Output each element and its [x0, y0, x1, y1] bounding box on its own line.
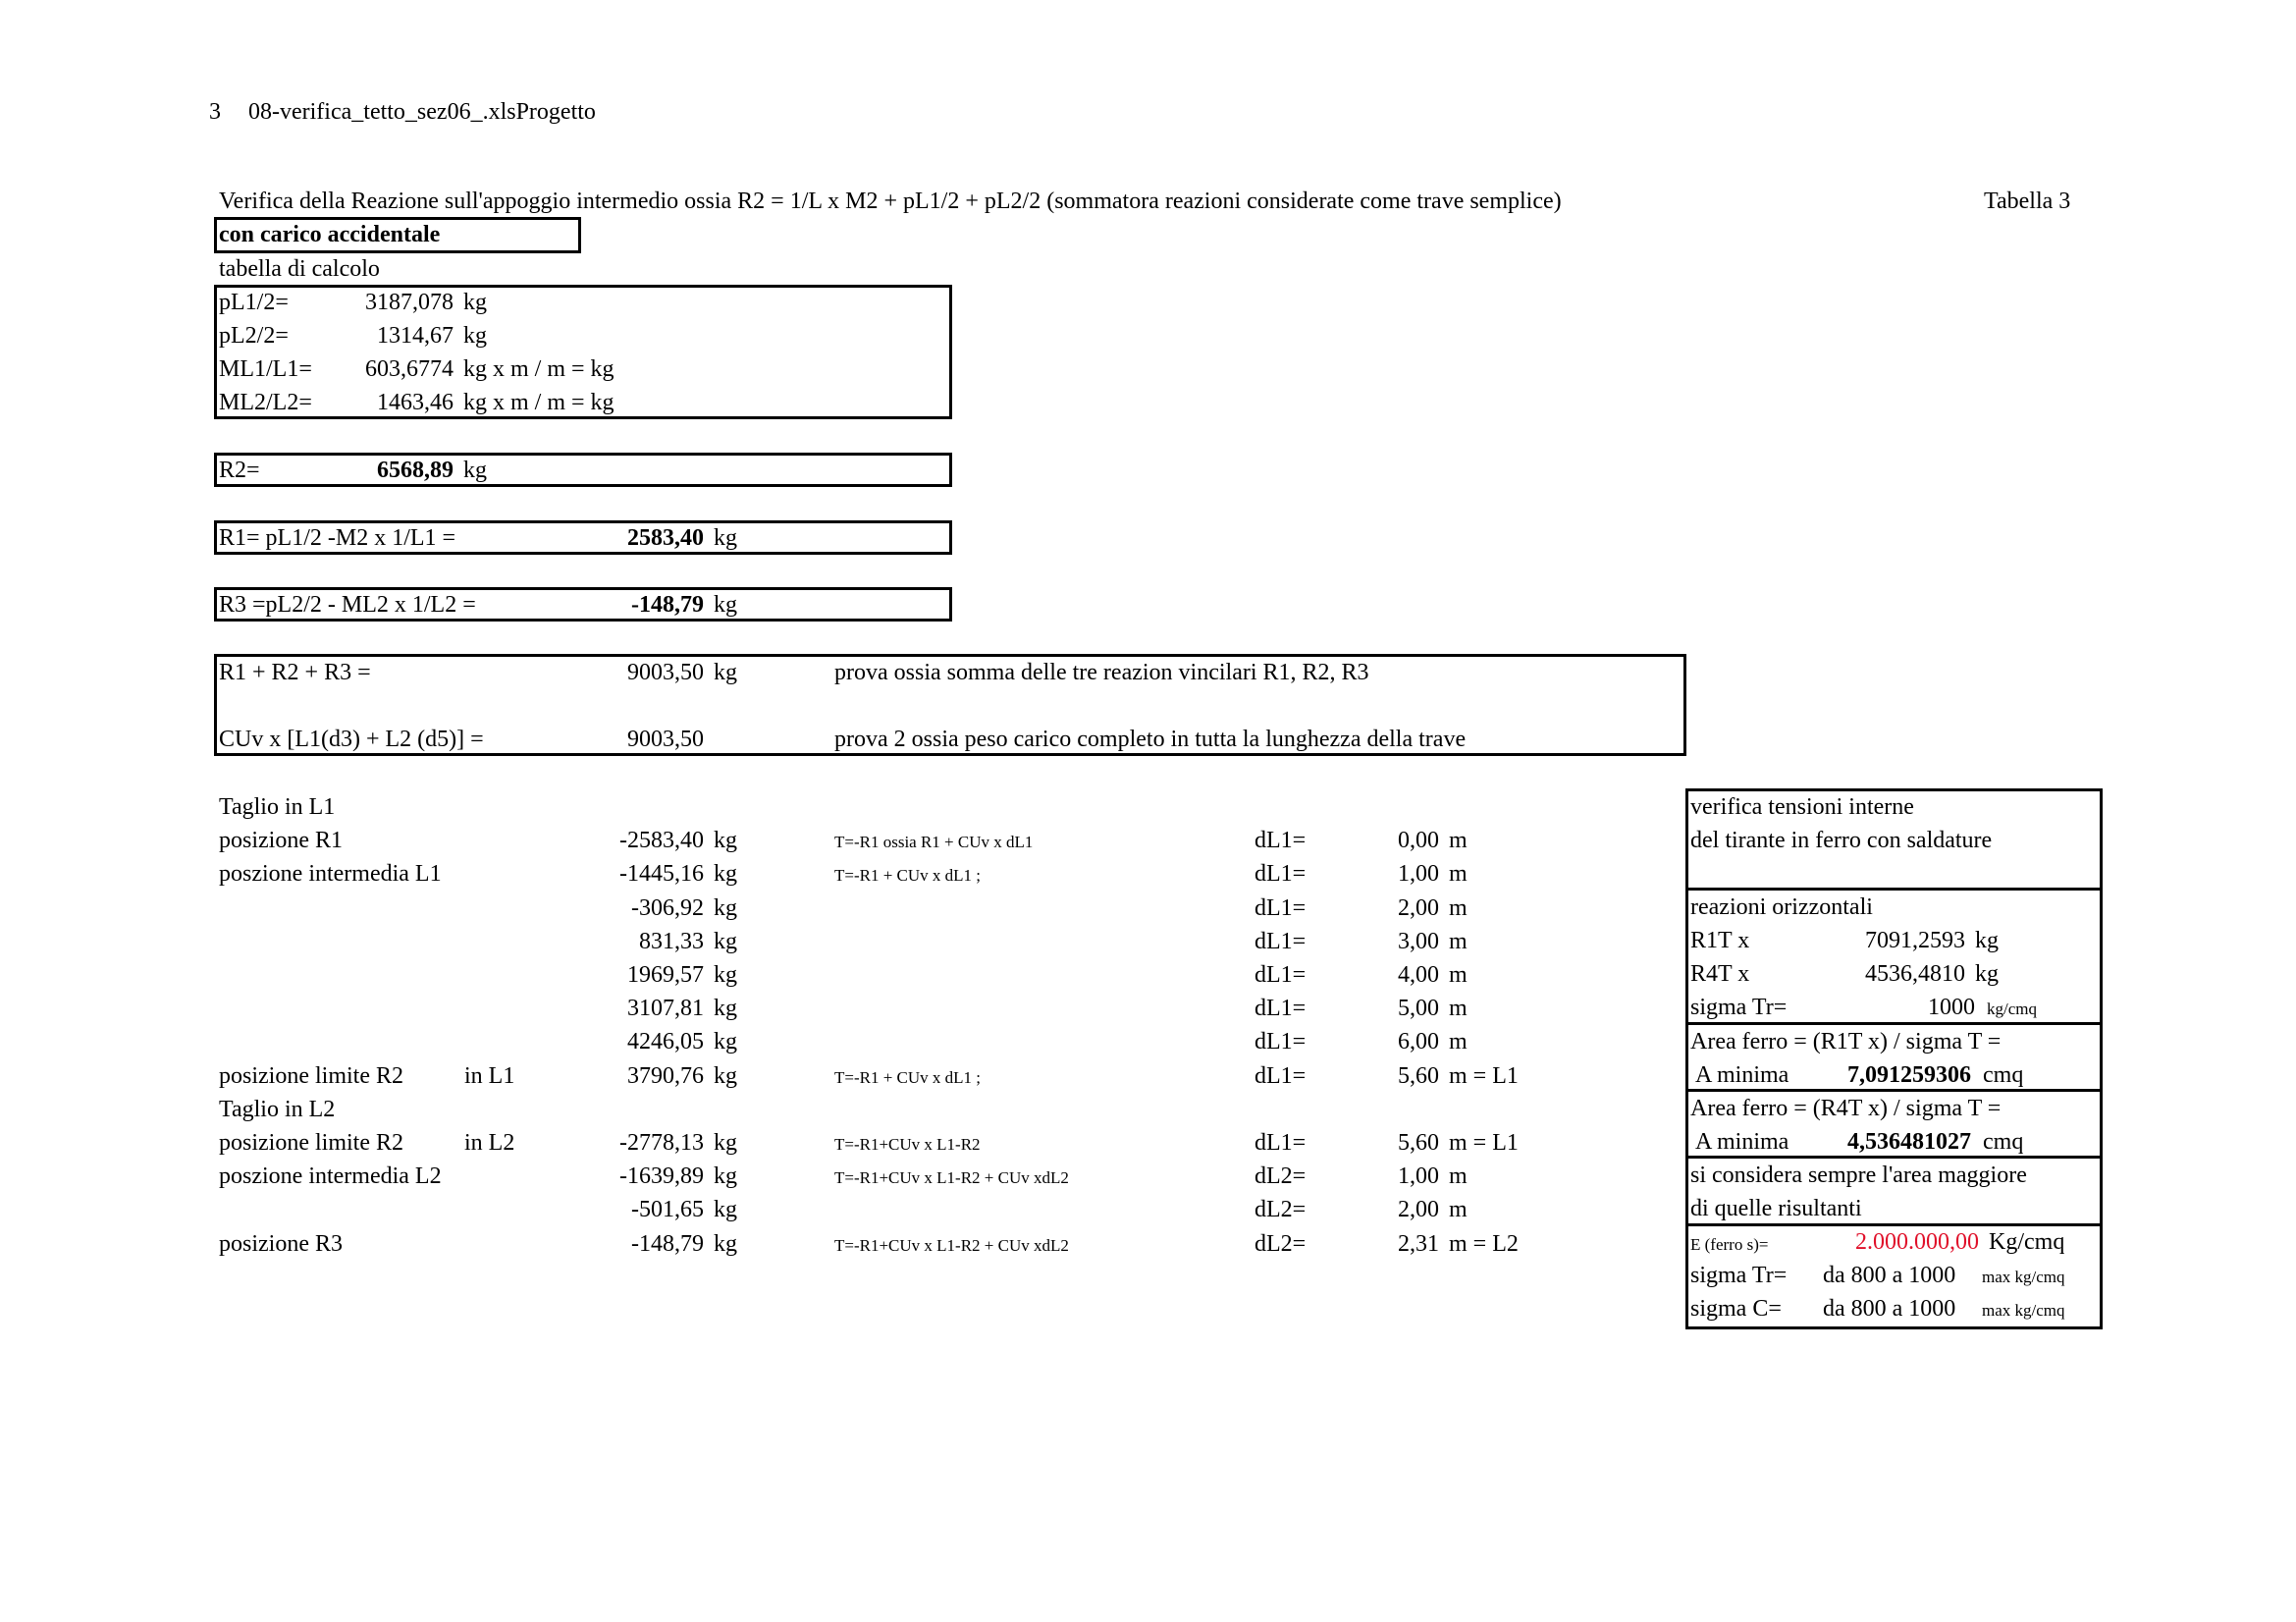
sigma-unit: kg/cmq [1987, 1000, 2037, 1018]
shear-value: 1969,57 [627, 962, 704, 988]
calc-unit: kg x m / m = kg [463, 356, 614, 382]
amin2-unit: cmq [1983, 1129, 2024, 1155]
divider [1685, 1223, 2103, 1226]
amin1-unit: cmq [1983, 1062, 2024, 1088]
r3-label: R3 =pL2/2 - ML2 x 1/L2 = [219, 592, 476, 618]
sum-note: prova ossia somma delle tre reazion vincilari R1, R2, R3 [834, 660, 1369, 685]
sum-label: R1 + R2 + R3 = [219, 660, 371, 685]
shear-unit: kg [714, 1029, 737, 1054]
shear-dl-value: 1,00 [1398, 861, 1439, 887]
r4t-label: R4T x [1690, 961, 1750, 987]
divider [1685, 1089, 2103, 1092]
calc-table-label: tabella di calcolo [219, 256, 380, 282]
shear-value: 3107,81 [627, 996, 704, 1021]
calc-value: 1463,46 [377, 390, 454, 415]
sigma-value: 1000 [1928, 995, 1975, 1020]
shear-label: Taglio in L1 [219, 794, 336, 820]
shear-unit: kg [714, 1197, 737, 1222]
shear-value: 3790,76 [627, 1063, 704, 1089]
shear-dl-unit: m [1449, 1197, 1468, 1222]
r2-unit: kg [463, 458, 487, 483]
r4t-value: 4536,4810 [1865, 961, 1965, 987]
shear-label: poszione intermedia L2 [219, 1163, 442, 1189]
shear-dl-unit: m [1449, 1163, 1468, 1189]
shear-dl-unit: m [1449, 996, 1468, 1021]
sigma-c-value: da 800 a 1000 [1823, 1296, 1956, 1322]
divider [1685, 1022, 2103, 1025]
sigma-c-unit: max kg/cmq [1982, 1301, 2065, 1320]
shear-label: posizione R3 [219, 1231, 343, 1257]
shear-value: -2778,13 [619, 1130, 704, 1156]
shear-value: -501,65 [631, 1197, 704, 1222]
section-title: Verifica della Reazione sull'appoggio intermedio ossia R2 = 1/L x M2 + pL1/2 + pL2/2 (sommatora reazioni considerate come trave semplice) [219, 189, 1562, 214]
r4t-unit: kg [1975, 961, 1999, 987]
shear-dl-unit: m [1449, 861, 1468, 887]
e-value: 2.000.000,00 [1855, 1229, 1979, 1255]
shear-unit: kg [714, 962, 737, 988]
sigma-label: sigma Tr= [1690, 995, 1788, 1020]
r1t-value: 7091,2593 [1865, 928, 1965, 953]
shear-dl-unit: m [1449, 828, 1468, 853]
r2-value: 6568,89 [377, 458, 454, 483]
amin2-value: 4,536481027 [1847, 1129, 1971, 1155]
cuv-value: 9003,50 [627, 727, 704, 752]
shear-dl-value: 5,00 [1398, 996, 1439, 1021]
shear-label: Taglio in L2 [219, 1097, 336, 1122]
shear-dl-value: 5,60 [1398, 1063, 1439, 1089]
divider [1685, 888, 2103, 891]
r1-label: R1= pL1/2 -M2 x 1/L1 = [219, 525, 456, 551]
shear-span: in L2 [464, 1130, 515, 1156]
shear-label: posizione limite R2 [219, 1130, 403, 1156]
calc-label: pL1/2= [219, 290, 289, 315]
shear-dl-unit: m [1449, 962, 1468, 988]
shear-dl-label: dL1= [1255, 1130, 1307, 1156]
shear-formula: T=-R1 + CUv x dL1 ; [834, 1068, 982, 1087]
shear-unit: kg [714, 828, 737, 853]
sigma-tr-label: sigma Tr= [1690, 1263, 1788, 1288]
shear-dl-value: 6,00 [1398, 1029, 1439, 1054]
shear-unit: kg [714, 861, 737, 887]
shear-unit: kg [714, 996, 737, 1021]
cuv-label: CUv x [L1(d3) + L2 (d5)] = [219, 727, 484, 752]
e-unit: Kg/cmq [1989, 1229, 2065, 1255]
calc-value: 3187,078 [365, 290, 454, 315]
shear-dl-value: 1,00 [1398, 1163, 1439, 1189]
shear-value: -1445,16 [619, 861, 704, 887]
shear-formula: T=-R1+CUv x L1-R2 + CUv xdL2 [834, 1168, 1069, 1187]
shear-formula: T=-R1 ossia R1 + CUv x dL1 [834, 833, 1034, 851]
shear-unit: kg [714, 1163, 737, 1189]
shear-dl-label: dL1= [1255, 929, 1307, 954]
r1t-unit: kg [1975, 928, 1999, 953]
side-title-2: del tirante in ferro con saldature [1690, 828, 1993, 853]
shear-dl-unit: m [1449, 929, 1468, 954]
shear-dl-label: dL2= [1255, 1231, 1307, 1257]
sum-unit: kg [714, 660, 737, 685]
shear-dl-label: dL1= [1255, 895, 1307, 921]
shear-label: posizione R1 [219, 828, 343, 853]
shear-unit: kg [714, 929, 737, 954]
shear-label: poszione intermedia L1 [219, 861, 442, 887]
calc-unit: kg x m / m = kg [463, 390, 614, 415]
shear-dl-label: dL1= [1255, 1029, 1307, 1054]
shear-dl-value: 5,60 [1398, 1130, 1439, 1156]
shear-dl-label: dL1= [1255, 962, 1307, 988]
amin2-label: A minima [1695, 1129, 1789, 1155]
shear-dl-label: dL1= [1255, 1063, 1307, 1089]
sigma-tr-value: da 800 a 1000 [1823, 1263, 1956, 1288]
calc-unit: kg [463, 290, 487, 315]
shear-dl-value: 0,00 [1398, 828, 1439, 853]
sigma-c-label: sigma C= [1690, 1296, 1782, 1322]
shear-dl-unit: m = L1 [1449, 1130, 1519, 1156]
table-reference: Tabella 3 [1984, 189, 2071, 214]
r3-value: -148,79 [631, 592, 704, 618]
reazioni-label: reazioni orizzontali [1690, 894, 1873, 920]
shear-value: -306,92 [631, 895, 704, 921]
r1t-label: R1T x [1690, 928, 1750, 953]
calc-unit: kg [463, 323, 487, 349]
shear-formula: T=-R1 + CUv x dL1 ; [834, 866, 982, 885]
shear-dl-label: dL1= [1255, 828, 1307, 853]
shear-dl-unit: m [1449, 895, 1468, 921]
shear-dl-label: dL2= [1255, 1197, 1307, 1222]
shear-dl-label: dL1= [1255, 861, 1307, 887]
calc-value: 603,6774 [365, 356, 454, 382]
shear-dl-value: 2,31 [1398, 1231, 1439, 1257]
side-title-1: verifica tensioni interne [1690, 794, 1914, 820]
shear-unit: kg [714, 1130, 737, 1156]
r1-unit: kg [714, 525, 737, 551]
shear-label: posizione limite R2 [219, 1063, 403, 1089]
shear-value: 831,33 [639, 929, 704, 954]
area1-label: Area ferro = (R1T x) / sigma T = [1690, 1029, 2002, 1054]
calc-label: ML1/L1= [219, 356, 312, 382]
shear-value: -2583,40 [619, 828, 704, 853]
sum-value: 9003,50 [627, 660, 704, 685]
shear-value: -1639,89 [619, 1163, 704, 1189]
shear-formula: T=-R1+CUv x L1-R2 [834, 1135, 981, 1154]
calc-label: pL2/2= [219, 323, 289, 349]
shear-unit: kg [714, 1063, 737, 1089]
shear-dl-label: dL2= [1255, 1163, 1307, 1189]
shear-unit: kg [714, 895, 737, 921]
divider [1685, 1156, 2103, 1159]
file-name: 08-verifica_tetto_sez06_.xlsProgetto [248, 99, 596, 125]
calc-value: 1314,67 [377, 323, 454, 349]
shear-value: -148,79 [631, 1231, 704, 1257]
e-label: E (ferro s)= [1690, 1235, 1769, 1254]
r1-value: 2583,40 [627, 525, 704, 551]
calc-label: ML2/L2= [219, 390, 312, 415]
shear-dl-unit: m = L1 [1449, 1063, 1519, 1089]
r3-unit: kg [714, 592, 737, 618]
shear-dl-value: 4,00 [1398, 962, 1439, 988]
shear-dl-value: 2,00 [1398, 1197, 1439, 1222]
shear-dl-label: dL1= [1255, 996, 1307, 1021]
shear-formula: T=-R1+CUv x L1-R2 + CUv xdL2 [834, 1236, 1069, 1255]
side-note-1: si considera sempre l'area maggiore [1690, 1162, 2027, 1188]
shear-dl-value: 3,00 [1398, 929, 1439, 954]
cuv-note: prova 2 ossia peso carico completo in tutta la lunghezza della trave [834, 727, 1467, 752]
r2-label: R2= [219, 458, 260, 483]
shear-dl-value: 2,00 [1398, 895, 1439, 921]
shear-unit: kg [714, 1231, 737, 1257]
sigma-tr-unit: max kg/cmq [1982, 1268, 2065, 1286]
amin1-label: A minima [1695, 1062, 1789, 1088]
side-note-2: di quelle risultanti [1690, 1196, 1862, 1221]
shear-span: in L1 [464, 1063, 515, 1089]
subtitle: con carico accidentale [219, 222, 441, 247]
area2-label: Area ferro = (R4T x) / sigma T = [1690, 1096, 2002, 1121]
shear-dl-unit: m = L2 [1449, 1231, 1519, 1257]
shear-value: 4246,05 [627, 1029, 704, 1054]
page-number: 3 [209, 99, 221, 125]
amin1-value: 7,091259306 [1847, 1062, 1971, 1088]
shear-dl-unit: m [1449, 1029, 1468, 1054]
